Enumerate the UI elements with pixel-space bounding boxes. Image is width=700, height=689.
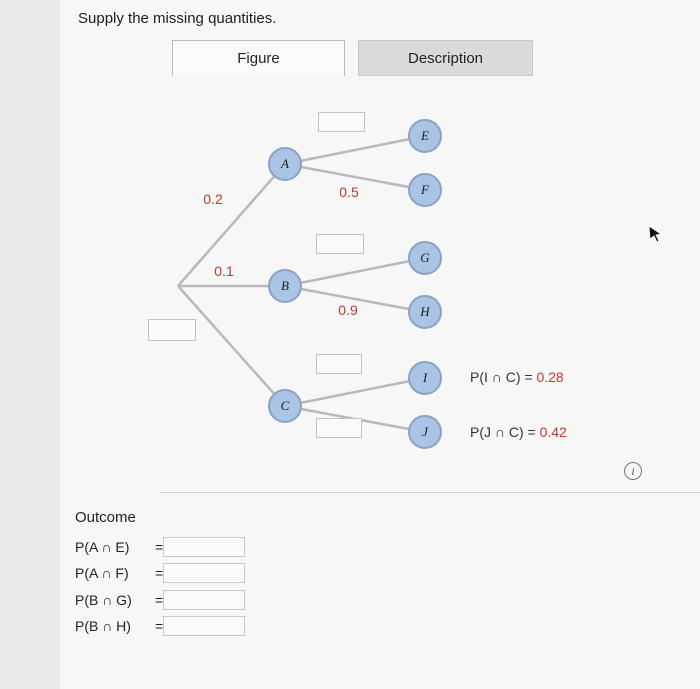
info-icon[interactable]: i (624, 462, 642, 480)
instruction-text: Supply the missing quantities. (78, 10, 277, 27)
branch-B-G (285, 258, 425, 286)
mouse-cursor-icon (647, 224, 663, 244)
joint-I-C-value: 0.28 (536, 369, 564, 385)
outcome-row (75, 535, 165, 559)
joint-J-C-value: 0.42 (539, 424, 567, 440)
outcome-input-A-F[interactable] (163, 563, 245, 583)
outcome-label: P(A ∩ F) (75, 565, 129, 581)
joint-J-C (470, 424, 567, 440)
node-label-B: B (281, 278, 289, 293)
input-C-I[interactable] (316, 354, 362, 374)
input-B-G[interactable] (316, 234, 364, 254)
input-C-J[interactable] (316, 418, 362, 438)
node-label-H: H (420, 304, 430, 319)
tab-figure[interactable]: Figure (172, 40, 345, 76)
section-divider (160, 492, 700, 493)
node-label-I: I (422, 370, 428, 385)
prob-root-A: 0.2 (203, 191, 223, 207)
node-label-C: C (280, 398, 290, 413)
outcome-label: P(B ∩ G) (75, 592, 132, 608)
input-root-C[interactable] (148, 319, 196, 341)
outcome-row (75, 561, 165, 585)
branch-root-C (178, 286, 285, 406)
joint-I-C-text: P(I ∩ C) = (470, 369, 537, 385)
node-label-J: J (422, 424, 428, 439)
input-A-E[interactable] (318, 112, 365, 132)
tree-nodes (269, 120, 441, 448)
equals-sign: = (155, 592, 164, 608)
joint-J-C-text: P(J ∩ C) = (470, 424, 540, 440)
node-label-G: G (420, 250, 430, 265)
equals-sign: = (155, 565, 164, 581)
outcome-row (75, 614, 165, 638)
outcome-input-B-G[interactable] (163, 590, 245, 610)
prob-A-F: 0.5 (339, 184, 359, 200)
equals-sign: = (155, 618, 164, 634)
node-label-A: A (281, 156, 289, 171)
node-label-F: F (421, 182, 429, 197)
branch-C-I (285, 378, 425, 406)
joint-I-C (470, 369, 564, 385)
outcome-input-A-E[interactable] (163, 537, 245, 557)
outcome-label: P(A ∩ E) (75, 539, 130, 555)
tab-description[interactable]: Description (358, 40, 533, 76)
outcome-title: Outcome (75, 509, 136, 526)
equals-sign: = (155, 539, 164, 555)
prob-B-H: 0.9 (338, 302, 358, 318)
outcome-label: P(B ∩ H) (75, 618, 131, 634)
outcome-row (75, 588, 165, 612)
branch-A-E (285, 136, 425, 164)
outcome-input-B-H[interactable] (163, 616, 245, 636)
node-label-E: E (421, 128, 429, 143)
prob-root-B: 0.1 (214, 263, 234, 279)
